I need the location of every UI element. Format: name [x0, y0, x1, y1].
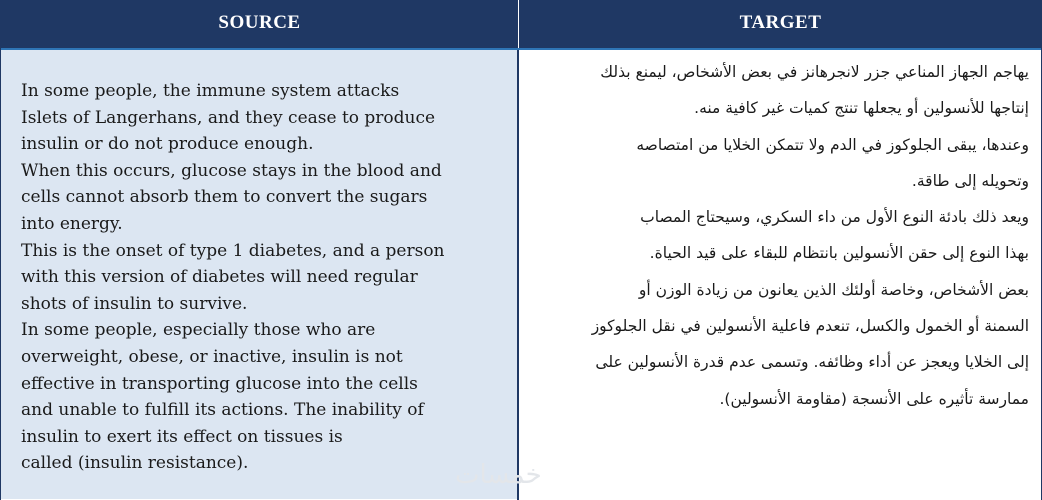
source-line: overweight, obese, or inactive, insulin is not	[21, 346, 403, 367]
target-line: السمنة أو الخمول والكسل، تنعدم فاعلية الأنسولين في نقل الجلوكوز	[591, 317, 1029, 336]
target-line: يهاجم الجهاز المناعي جزر لانجرهانز في بعض الأشخاص، ليمنع بذلك	[600, 63, 1029, 81]
target-line: بهذا النوع إلى حقن الأنسولين بانتظام للبقاء على قيد الحياة.	[649, 244, 1029, 263]
source-line: and unable to fulfill its actions. The inability of	[21, 400, 424, 421]
source-line: shots of insulin to survive.	[21, 293, 248, 314]
source-cell	[1, 50, 517, 499]
source-line: In some people, especially those who are	[21, 320, 376, 341]
source-line: When this occurs, glucose stays in the blood and	[21, 160, 442, 181]
source-text	[21, 78, 497, 477]
target-column-header: TARGET	[739, 12, 822, 33]
target-line: إنتاجها للأنسولين أو يجعلها تنتج كميات غير كافية منه.	[694, 99, 1029, 118]
target-line: وتحويله إلى طاقة.	[911, 171, 1029, 190]
source-line: with this version of diabetes will need regular	[21, 267, 418, 288]
source-line: effective in transporting glucose into the cells	[21, 373, 418, 394]
target-line: إلى الخلايا ويعجز عن أداء وظائفه. وتسمى عدم قدرة الأنسولين على	[595, 353, 1029, 372]
target-line: ممارسة تأثيره على الأنسجة (مقاومة الأنسولين).	[719, 389, 1029, 408]
watermark-logo: خمسات	[455, 460, 542, 490]
source-line: insulin or do not produce enough.	[21, 134, 314, 155]
source-line: called (insulin resistance).	[21, 453, 249, 474]
source-line: into energy.	[21, 213, 123, 234]
source-column-header: SOURCE	[218, 12, 301, 33]
target-line: بعض الأشخاص، وخاصة أولئك الذين يعانون من زيادة الوزن أو	[638, 280, 1029, 299]
target-line: ويعد ذلك بادئة النوع الأول من داء السكري، وسيحتاج المصاب	[640, 208, 1029, 227]
source-line: Islets of Langerhans, and they cease to produce	[21, 107, 436, 128]
table-header-row	[0, 0, 1042, 50]
source-line: This is the onset of type 1 diabetes, and a person	[21, 240, 445, 261]
source-line: insulin to exert its effect on tissues is	[21, 426, 343, 447]
target-line: وعندها، يبقى الجلوكوز في الدم ولا تتمكن الخلايا من امتصاصه	[636, 135, 1029, 154]
source-line: In some people, the immune system attacks	[21, 81, 400, 101]
target-cell	[519, 50, 1041, 499]
source-line: cells cannot absorb them to convert the sugars	[21, 187, 428, 208]
target-text	[533, 54, 1029, 417]
